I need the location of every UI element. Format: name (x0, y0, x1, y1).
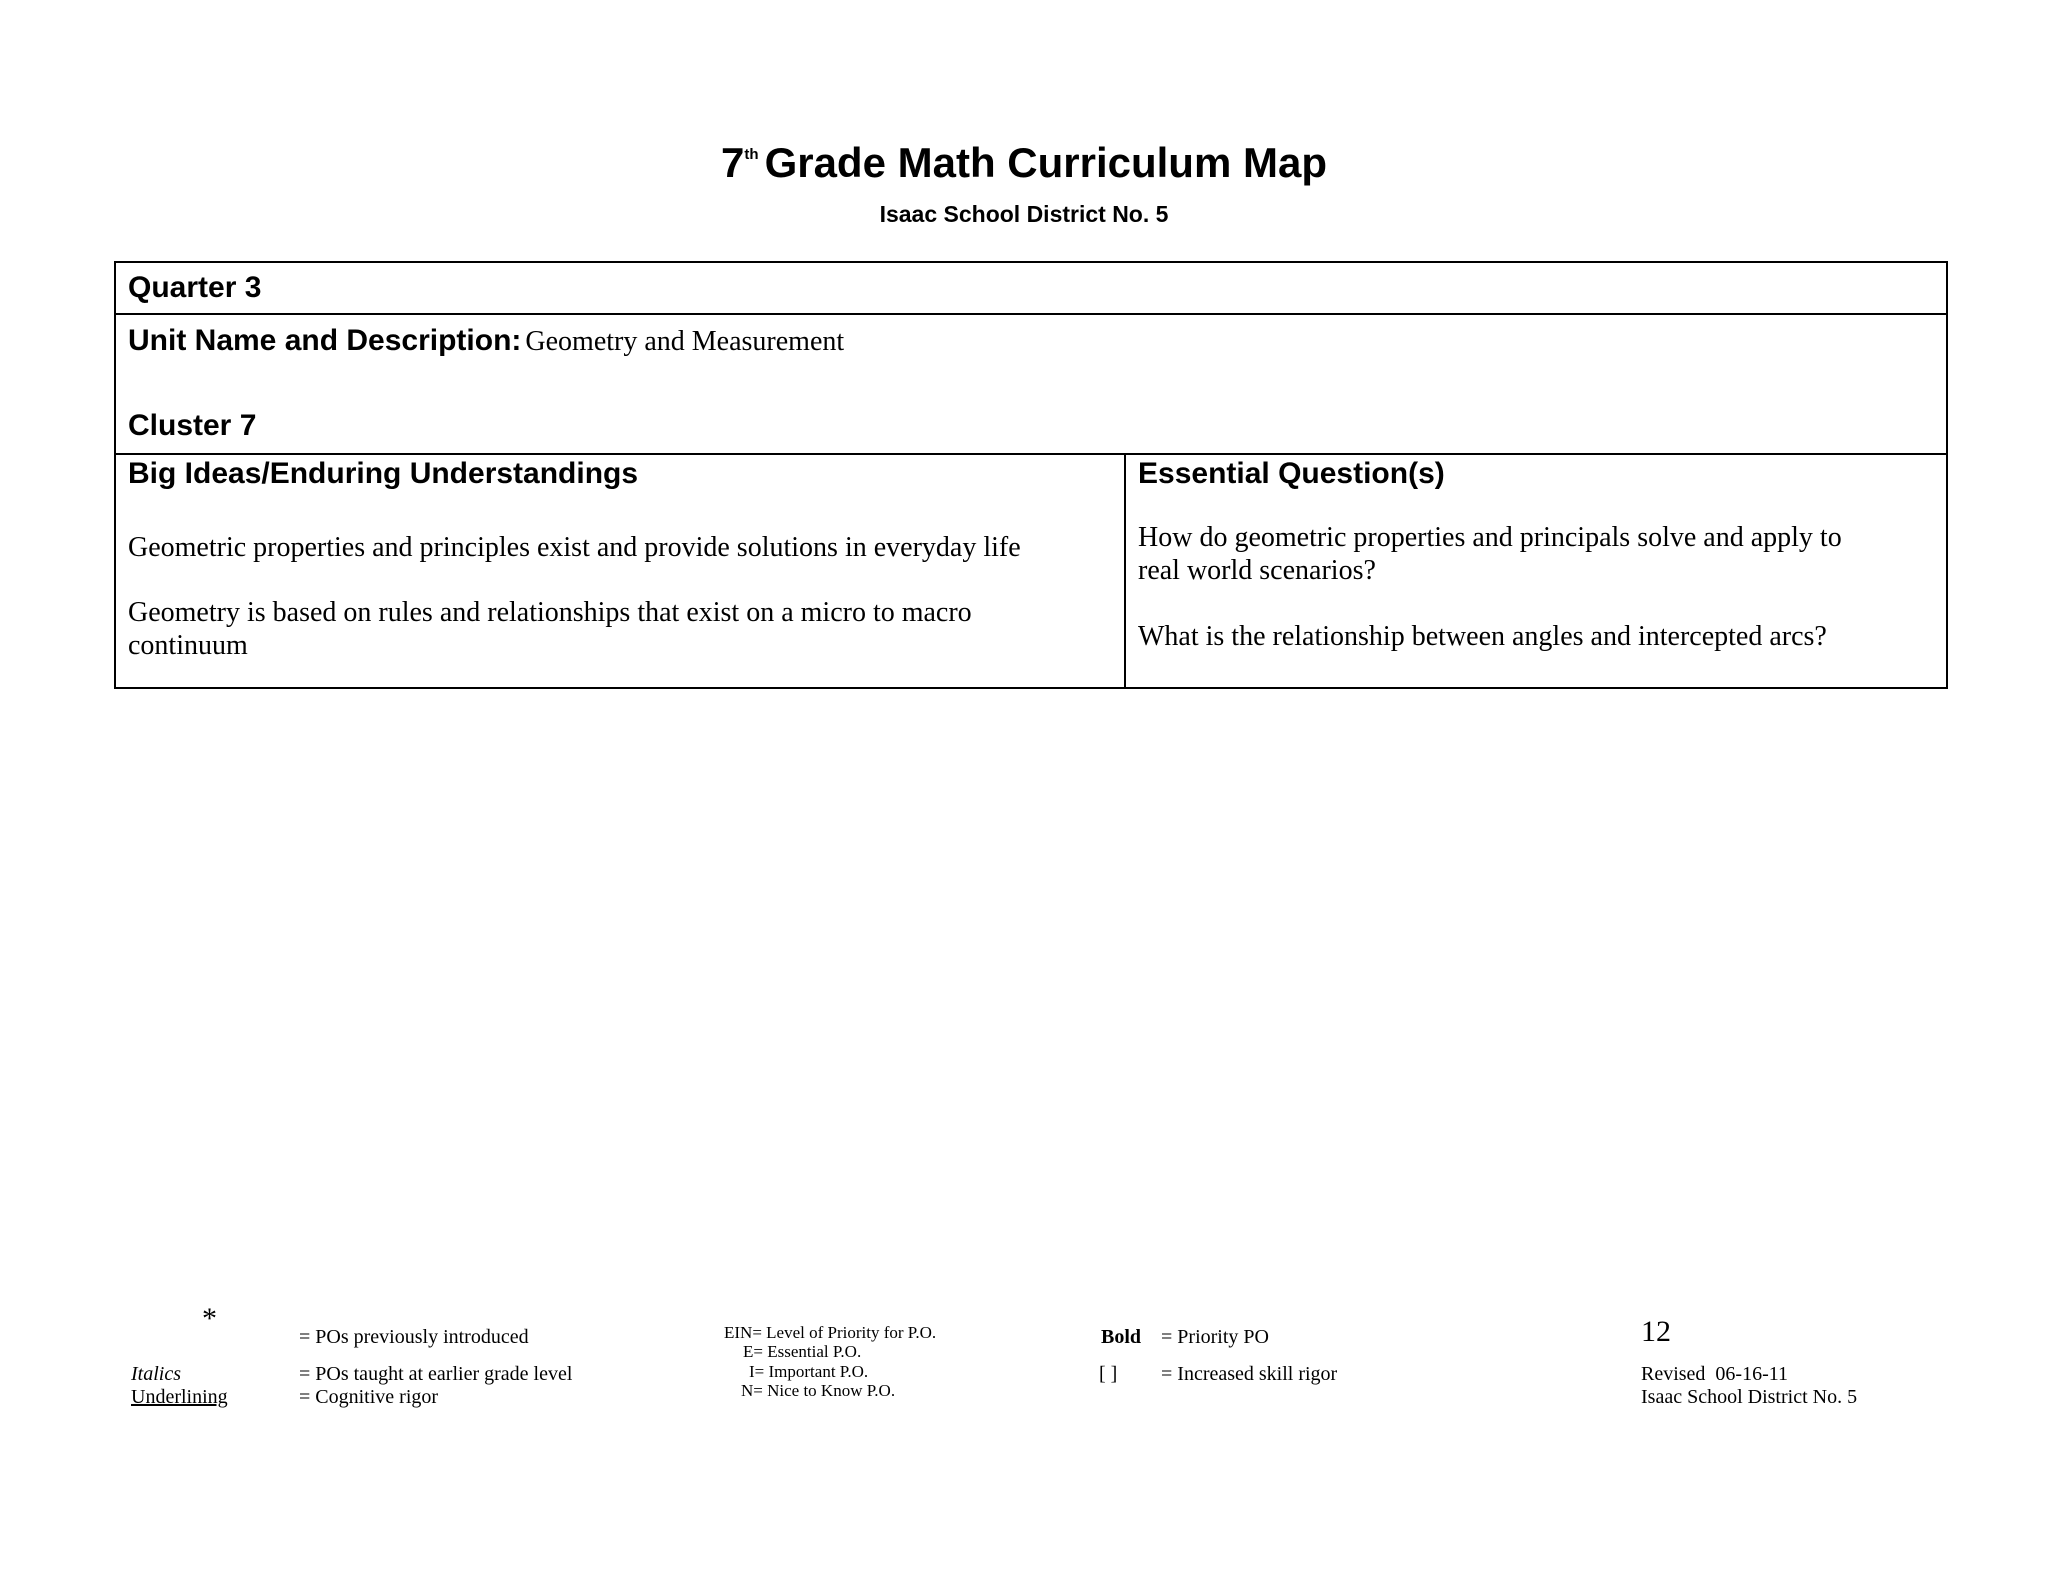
big-idea-item: Geometry is based on rules and relationships that exist on a micro to macro continuum (128, 597, 972, 661)
essential-question-item: What is the relationship between angles and intercepted arcs? (1138, 621, 1827, 652)
big-ideas-cell (115, 454, 1125, 688)
unit-row (115, 314, 1947, 454)
underlining-label: Underlining (131, 1386, 228, 1408)
asterisk-meaning: = POs previously introduced (299, 1326, 529, 1348)
unit-cell (115, 314, 1947, 454)
italics-meaning: = POs taught at earlier grade level (299, 1363, 573, 1385)
ein-title: EIN= Level of Priority for P.O. (724, 1323, 937, 1342)
page-title (0, 130, 2048, 188)
page-number: 12 (1641, 1315, 1671, 1348)
big-ideas-heading: Big Ideas/Enduring Understandings (128, 457, 639, 490)
page-subtitle: Isaac School District No. 5 (879, 201, 1169, 227)
unit-label: Unit Name and Description: (128, 324, 522, 357)
curriculum-map-table (114, 261, 1948, 689)
big-idea-item: Geometric properties and principles exist and provide solutions in everyday life (128, 532, 1021, 563)
unit-line (128, 317, 1934, 370)
asterisk-symbol: * (202, 1302, 217, 1335)
underlining-meaning: = Cognitive rigor (299, 1386, 439, 1408)
essential-question-item: How do geometric properties and principals solve and apply to real world scenarios? (1138, 522, 1842, 586)
italics-label: Italics (131, 1363, 181, 1385)
quarter-row (115, 262, 1947, 314)
footer-district: Isaac School District No. 5 (1641, 1386, 1858, 1408)
ein-nice-to-know: N= Nice to Know P.O. (741, 1381, 896, 1400)
ideas-questions-row (115, 454, 1947, 688)
quarter-label: Quarter 3 (128, 271, 262, 304)
title-superscript: th (744, 146, 759, 163)
revised-date: Revised 06-16-11 (1641, 1363, 1789, 1385)
cluster-label: Cluster 7 (128, 409, 257, 442)
bold-meaning: = Priority PO (1161, 1326, 1269, 1348)
brackets-label: [ ] (1099, 1363, 1118, 1385)
essential-questions-cell (1125, 454, 1947, 688)
bold-label: Bold (1101, 1326, 1142, 1348)
title-number: 7 (721, 139, 745, 186)
essential-questions-heading: Essential Question(s) (1138, 457, 1445, 490)
unit-value: Geometry and Measurement (525, 326, 845, 357)
quarter-cell (115, 262, 1947, 314)
brackets-meaning: = Increased skill rigor (1161, 1363, 1338, 1385)
title-rest: Grade Math Curriculum Map (764, 139, 1327, 186)
ein-important: I= Important P.O. (749, 1362, 869, 1381)
ein-essential: E= Essential P.O. (743, 1342, 862, 1361)
